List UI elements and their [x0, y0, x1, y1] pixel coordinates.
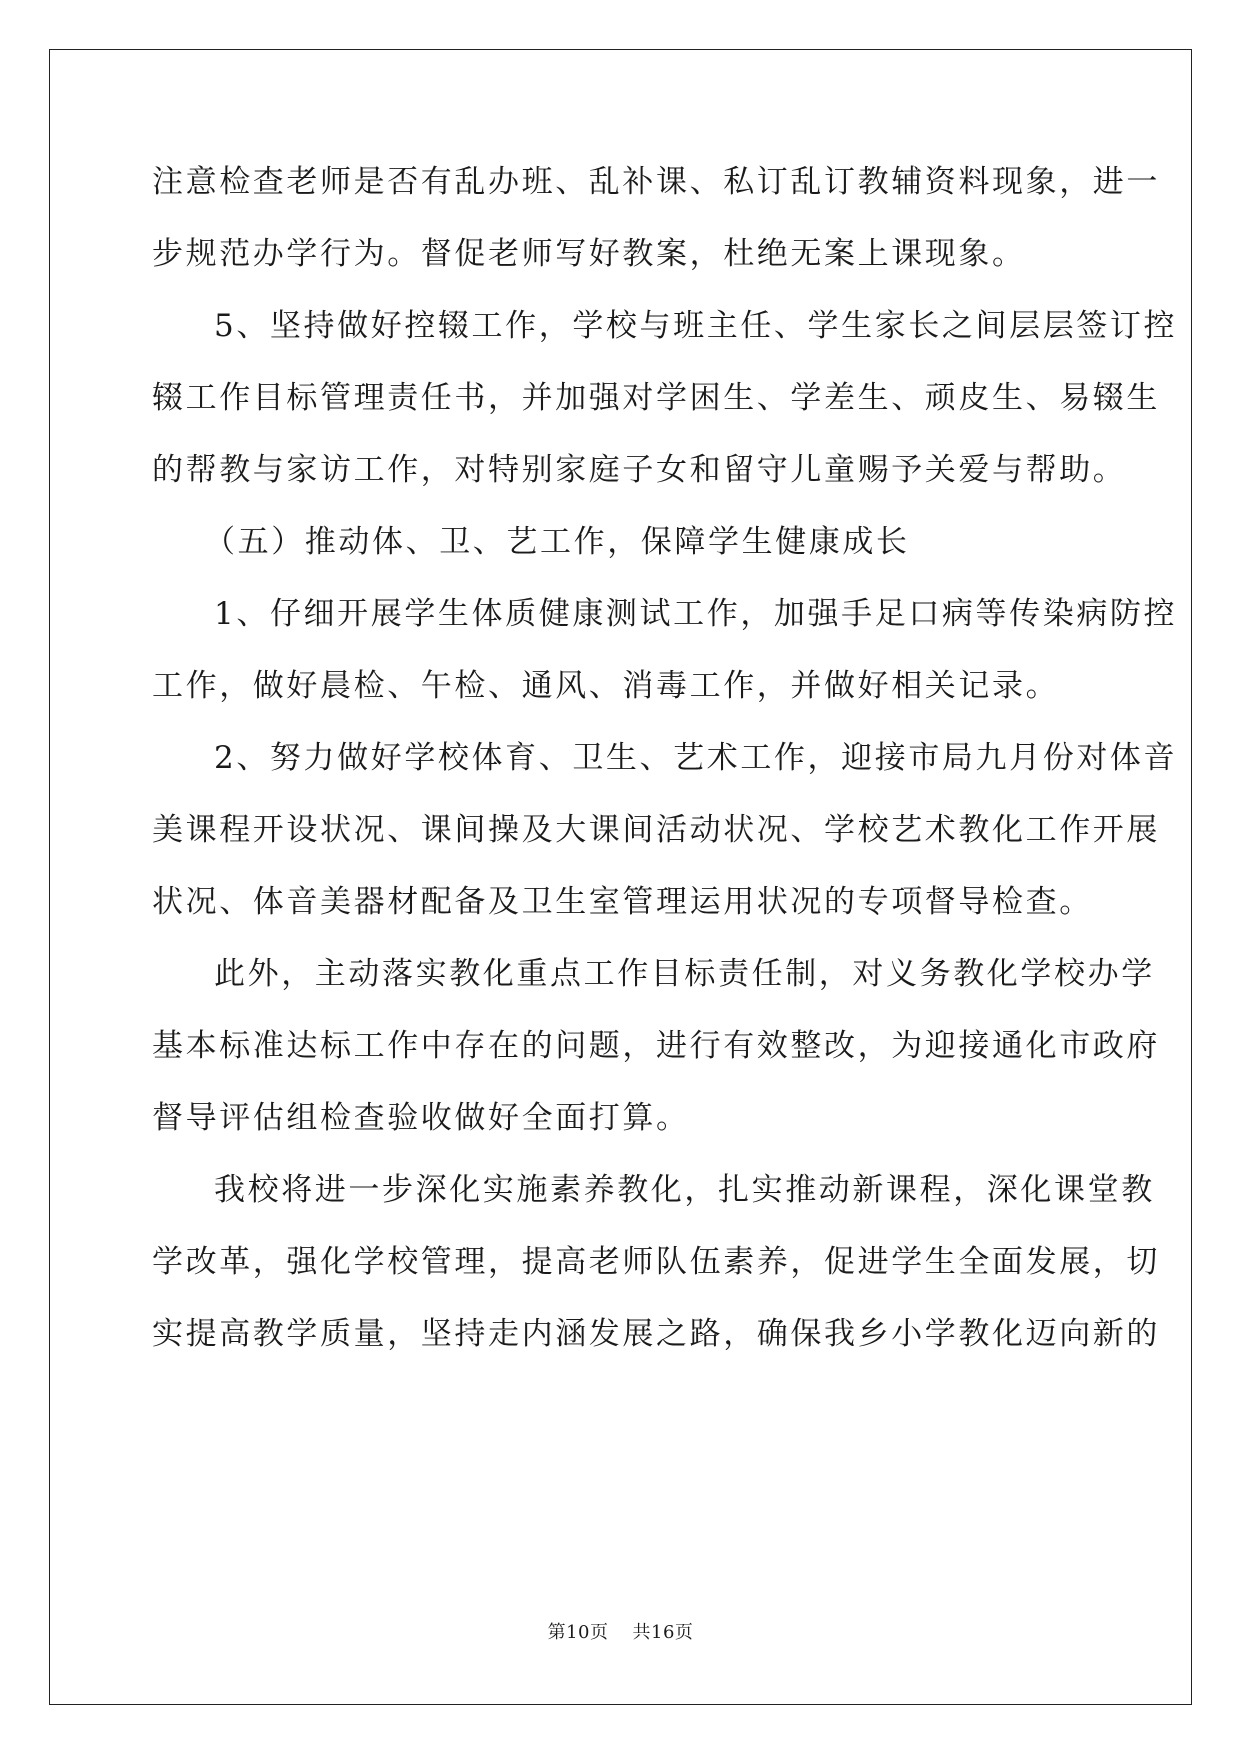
- text-line: 基本标准达标工作中存在的问题，进行有效整改，为迎接通化市政府: [152, 1028, 1160, 1064]
- paragraph-start-line: 此外，主动落实教化重点工作目标责任制，对义务教化学校办学: [214, 956, 1155, 992]
- page-number: 第10页: [547, 1622, 609, 1643]
- text-line: 学改革，强化学校管理，提高老师队伍素养，促进学生全面发展，切: [152, 1244, 1160, 1280]
- page-footer: [0, 1620, 1241, 1646]
- paragraph-start-line: 1、仔细开展学生体质健康测试工作，加强手足口病等传染病防控: [214, 596, 1178, 632]
- text-line: 状况、体音美器材配备及卫生室管理运用状况的专项督导检查。: [152, 884, 1093, 920]
- text-line: 注意检查老师是否有乱办班、乱补课、私订乱订教辅资料现象，进一: [152, 164, 1160, 200]
- text-line: 的帮教与家访工作，对特别家庭子女和留守儿童赐予关爱与帮助。: [152, 452, 1127, 488]
- paragraph-start-line: 我校将进一步深化实施素养教化，扎实推动新课程，深化课堂教: [214, 1172, 1155, 1208]
- paragraph-start-line: 2、努力做好学校体育、卫生、艺术工作，迎接市局九月份对体音: [214, 740, 1178, 776]
- page-border: [49, 49, 1192, 1705]
- text-line: 实提高教学质量，坚持走内涵发展之路，确保我乡小学教化迈向新的: [152, 1316, 1160, 1352]
- paragraph-start-line: 5、坚持做好控辍工作，学校与班主任、学生家长之间层层签订控: [214, 308, 1178, 344]
- text-line: 步规范办学行为。督促老师写好教案，杜绝无案上课现象。: [152, 236, 1026, 272]
- text-line: 辍工作目标管理责任书，并加强对学困生、学差生、顽皮生、易辍生: [152, 380, 1160, 416]
- text-line: 督导评估组检查验收做好全面打算。: [152, 1100, 690, 1136]
- section-heading: （五）推动体、卫、艺工作，保障学生健康成长: [204, 524, 910, 560]
- page-total: 共16页: [632, 1622, 694, 1643]
- text-line: 工作，做好晨检、午检、通风、消毒工作，并做好相关记录。: [152, 668, 1060, 704]
- text-line: 美课程开设状况、课间操及大课间活动状况、学校艺术教化工作开展: [152, 812, 1160, 848]
